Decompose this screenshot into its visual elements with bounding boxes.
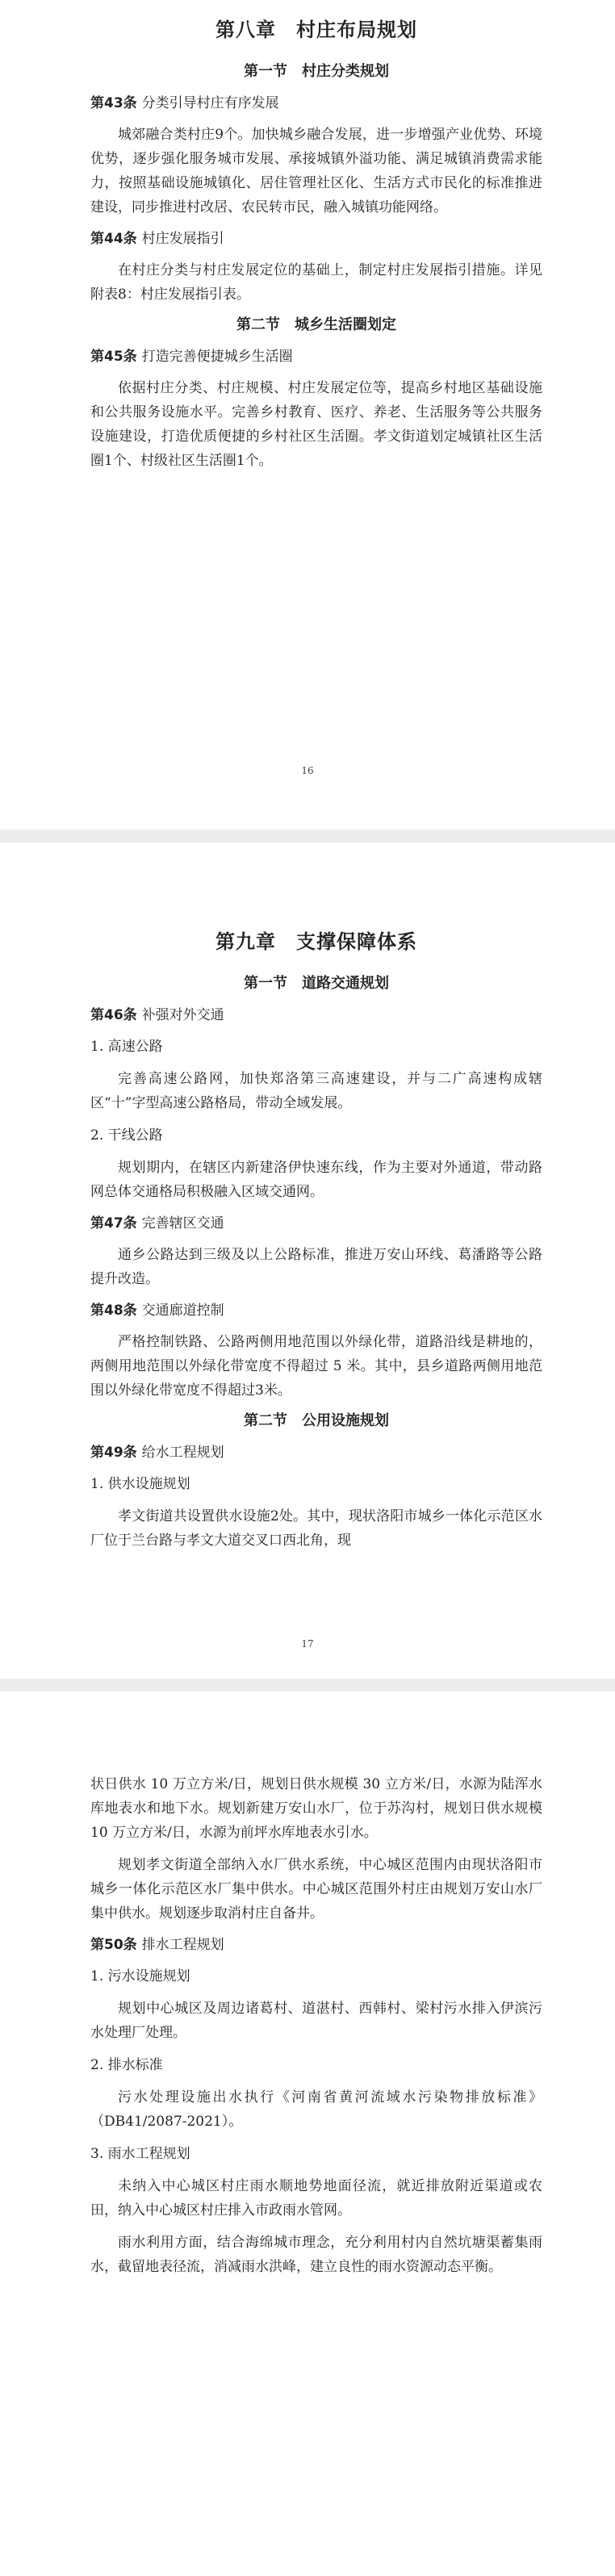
paragraph: 孝文街道共设置供水设施2处。其中，现状洛阳市城乡一体化示范区水厂位于兰台路与孝文大道交叉口西北角，现	[90, 1508, 542, 1549]
paragraph: 规划孝文街道全部纳入水厂供水系统，中心城区范围内由现状洛阳市城乡一体化示范区水厂集中供水。中心城区范围外村庄由规划万安山水厂集中供水。规划逐步取消村庄自备井。	[90, 1857, 542, 1922]
article-title: 给水工程规划	[141, 1445, 224, 1461]
section-title: 第二节 公用设施规划	[244, 1412, 389, 1429]
article-title: 补强对外交通	[141, 1007, 224, 1023]
page-17-content	[90, 930, 542, 1561]
chapter-title: 第八章 村庄布局规划	[215, 18, 417, 41]
section-title: 第二节 城乡生活圈划定	[236, 316, 396, 333]
article-number: 第46条	[90, 1007, 137, 1023]
paragraph: 通乡公路达到三级及以上公路标准，推进万安山环线、葛潘路等公路提升改造。	[90, 1247, 542, 1287]
section-title: 第一节 道路交通规划	[244, 975, 389, 992]
article-heading	[90, 1441, 542, 1464]
article-number: 第48条	[90, 1303, 137, 1319]
list-item: 2. 排水标准	[90, 2057, 163, 2073]
list-item: 3. 雨水工程规划	[90, 2146, 190, 2162]
chapter-title: 第九章 支撑保障体系	[215, 930, 417, 953]
list-item: 1. 污水设施规划	[90, 1968, 190, 1984]
paragraph: 未纳入中心城区村庄雨水顺地势地面径流，就近排放附近渠道或农田，纳入中心城区村庄排入市政雨水管网。	[90, 2178, 542, 2218]
article-heading	[90, 1004, 542, 1027]
article-heading	[90, 1299, 542, 1322]
article-title: 分类引导村庄有序发展	[141, 95, 279, 111]
page-number: 16	[301, 765, 314, 776]
paragraph: 完善高速公路网，加快郑洛第三高速建设，并与二广高速构成辖区“十”字型高速公路格局，带动全域发展。	[90, 1071, 542, 1111]
article-number: 第50条	[90, 1937, 137, 1953]
paragraph: 在村庄分类与村庄发展定位的基础上，制定村庄发展指引措施。详见附表8：村庄发展指引表。	[90, 262, 542, 303]
article-heading	[90, 1212, 542, 1235]
paragraph: 规划中心城区及周边诸葛村、道湛村、西韩村、梁村污水排入伊滨污水处理厂处理。	[90, 2001, 542, 2041]
paragraph: 污水处理设施出水执行《河南省黄河流域水污染物排放标准》（DB41/2087-2021）。	[90, 2089, 542, 2130]
section-title: 第一节 村庄分类规划	[244, 63, 389, 80]
paragraph: 严格控制铁路、公路两侧用地范围以外绿化带，道路沿线是耕地的，两侧用地范围以外绿化带宽度不得超过 5 米。其中，县乡道路两侧用地范围以外绿化带宽度不得超过3米。	[90, 1334, 542, 1399]
article-number: 第47条	[90, 1215, 137, 1232]
article-number: 第49条	[90, 1445, 137, 1461]
article-heading	[90, 92, 542, 115]
article-number: 第44条	[90, 231, 137, 247]
article-title: 打造完善便捷城乡生活圈	[141, 349, 293, 365]
paragraph: 城郊融合类村庄9个。加快城乡融合发展，进一步增强产业优势、环境优势，逐步强化服务城市发展、承接城镇外溢功能、满足城镇消费需求能力，按照基础设施城镇化、居住管理社区化、生活方式市民化的标准推进建设，同步推进村改居、农民转市民，融入城镇功能网络。	[90, 127, 542, 215]
article-title: 排水工程规划	[141, 1937, 224, 1953]
article-heading	[90, 345, 542, 368]
list-item: 1. 供水设施规划	[90, 1476, 190, 1492]
page-16-content	[90, 18, 542, 481]
list-item: 2. 干线公路	[90, 1127, 163, 1144]
article-number: 第45条	[90, 349, 137, 365]
article-heading	[90, 228, 542, 250]
article-title: 完善辖区交通	[141, 1215, 224, 1232]
page-18-content	[90, 1772, 542, 2287]
article-number: 第43条	[90, 95, 137, 111]
paragraph: 依据村庄分类、村庄规模、村庄发展定位等，提高乡村地区基础设施和公共服务设施水平。完善乡村教育、医疗、养老、生活服务等公共服务设施建设，打造优质便捷的乡村社区生活圈。孝文街道划定城镇社区生活圈1个、村级社区生活圈1个。	[90, 380, 542, 469]
document-page-16	[0, 0, 615, 830]
list-item: 1. 高速公路	[90, 1039, 163, 1055]
article-title: 村庄发展指引	[141, 231, 224, 247]
article-title: 交通廊道控制	[141, 1303, 224, 1319]
document-page-18	[0, 1692, 615, 2576]
article-heading	[90, 1934, 542, 1956]
paragraph: 雨水利用方面，结合海绵城市理念，充分利用村内自然坑塘渠蓄集雨水，截留地表径流，消减雨水洪峰，建立良性的雨水资源动态平衡。	[90, 2235, 542, 2275]
document-page-17	[0, 843, 615, 1679]
paragraph: 状日供水 10 万立方米/日，规划日供水规模 30 立方米/日，水源为陆浑水库地表水和地下水。规划新建万安山水厂，位于苏沟村，规划日供水规模 10 万立方米/日，水源为前坪水库地表水引水。	[90, 1776, 542, 1841]
paragraph: 规划期内，在辖区内新建洛伊快速东线，作为主要对外通道，带动路网总体交通格局积极融入区域交通网。	[90, 1160, 542, 1200]
page-number: 17	[301, 1638, 314, 1650]
